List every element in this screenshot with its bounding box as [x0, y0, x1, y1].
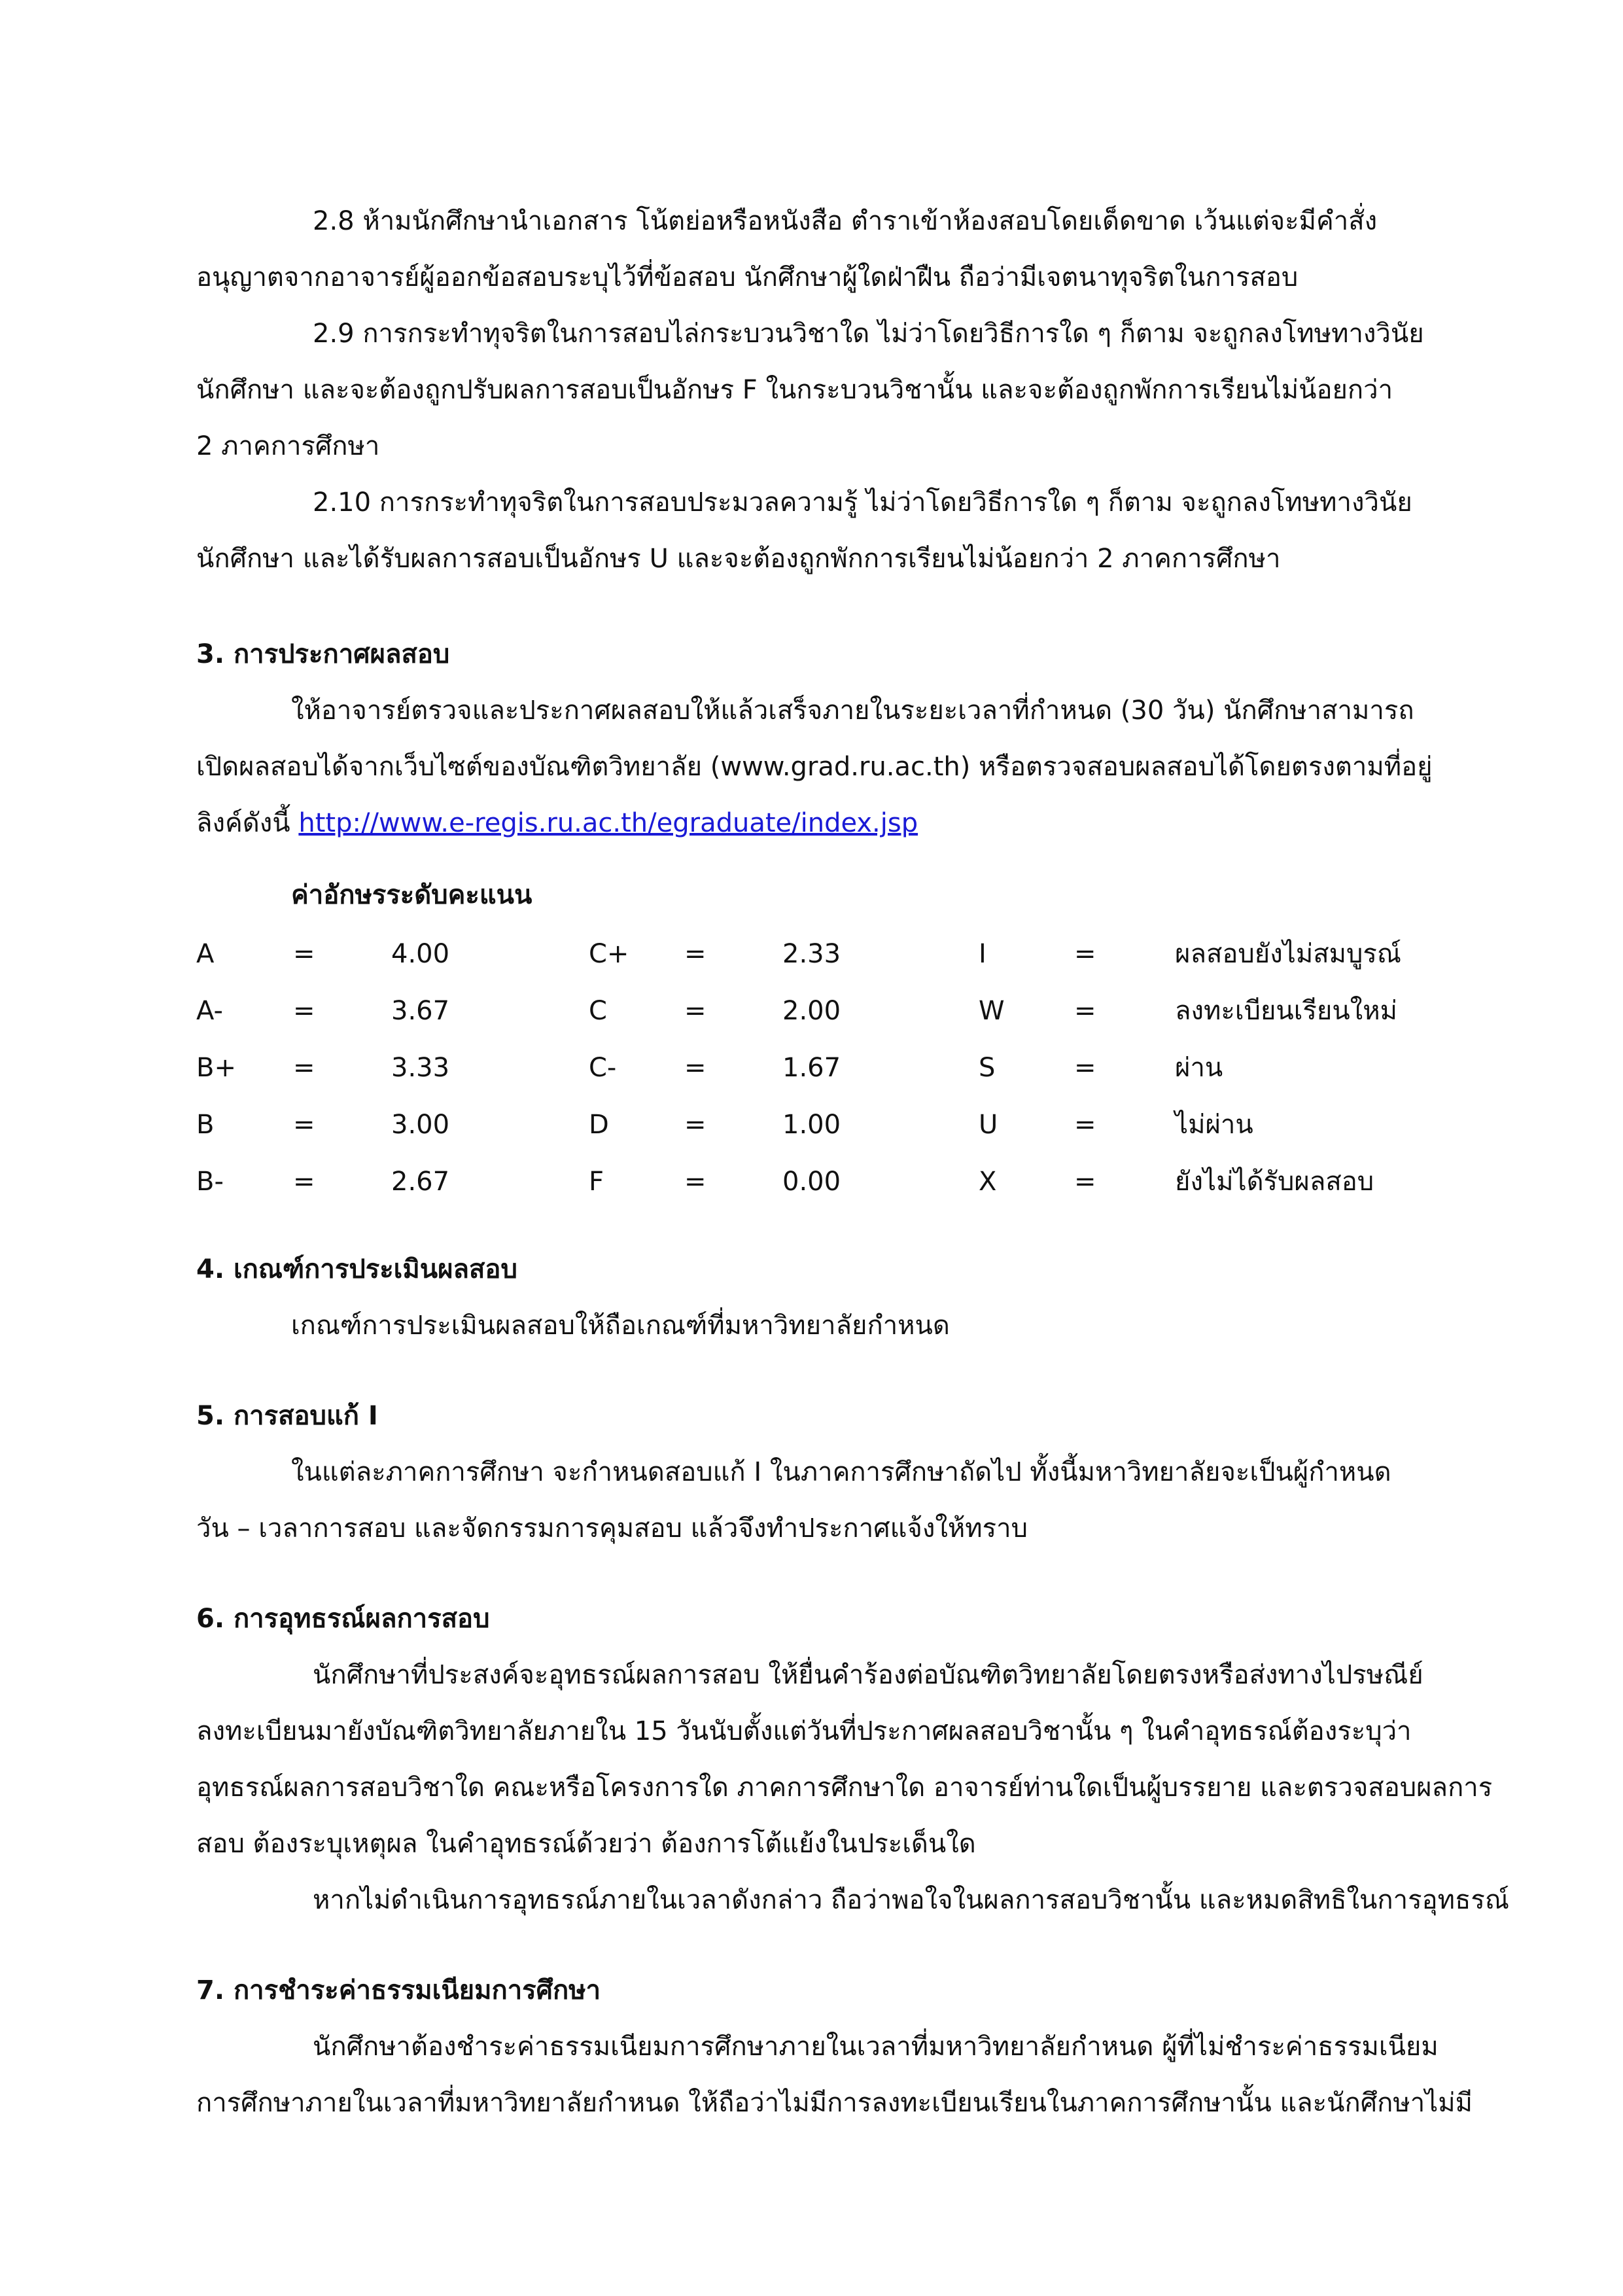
- grade-letter: D: [589, 1110, 609, 1140]
- section-3-line-2: เปิดผลสอบได้จากเว็บไซต์ของบัณฑิตวิทยาลัย (www.grad.ru.ac.th) หรือตรวจสอบผลสอบได้โดยตรงตามที่อยู่: [196, 752, 1433, 782]
- grade-letter: X: [979, 1167, 997, 1197]
- grade-value: ลงทะเบียนเรียนใหม่: [1175, 996, 1397, 1026]
- grade-letter: S: [979, 1053, 996, 1083]
- egraduate-link[interactable]: http://www.e-regis.ru.ac.th/egraduate/index.jsp: [298, 808, 918, 838]
- rule-2-9-line-3: 2 ภาคการศึกษา: [196, 431, 380, 461]
- grade-letter: C: [589, 996, 607, 1026]
- section-7-heading: 7. การชำระค่าธรรมเนียมการศึกษา: [196, 1975, 601, 2005]
- grade-equals-sign: =: [684, 1167, 707, 1197]
- grade-equals-sign: =: [1074, 939, 1096, 969]
- grade-letter: U: [979, 1110, 998, 1140]
- grade-letter: A: [196, 939, 215, 969]
- section-6-heading: 6. การอุทธรณ์ผลการสอบ: [196, 1604, 490, 1634]
- rule-2-8-line-2: อนุญาตจากอาจารย์ผู้ออกข้อสอบระบุไว้ที่ข้อสอบ นักศึกษาผู้ใดฝ่าฝืน ถือว่ามีเจตนาทุจริตในการสอบ: [196, 262, 1299, 292]
- rule-2-10-line-2: นักศึกษา และได้รับผลการสอบเป็นอักษร U และจะต้องถูกพักการเรียนไม่น้อยกว่า 2 ภาคการศึกษา: [196, 544, 1281, 574]
- grade-letter: I: [979, 939, 986, 969]
- grade-letter: C-: [589, 1053, 617, 1083]
- grade-value: 2.67: [391, 1167, 450, 1197]
- rule-2-9-line-2: นักศึกษา และจะต้องถูกปรับผลการสอบเป็นอักษร F ในกระบวนวิชานั้น และจะต้องถูกพักการเรียนไม่น้อยกว่า: [196, 375, 1393, 405]
- rule-2-9-line-1: 2.9 การกระทำทุจริตในการสอบไล่กระบวนวิชาใด ไม่ว่าโดยวิธีการใด ๆ ก็ตาม จะถูกลงโทษทางวินัย: [313, 319, 1424, 349]
- grade-equals-sign: =: [293, 1053, 315, 1083]
- section-3-line-3: [196, 804, 918, 843]
- grade-value: 0.00: [782, 1167, 841, 1197]
- grade-value: 1.00: [782, 1110, 841, 1140]
- grade-equals-sign: =: [1074, 1110, 1096, 1140]
- grade-equals-sign: =: [1074, 1167, 1096, 1197]
- grade-letter: C+: [589, 939, 629, 969]
- grade-equals-sign: =: [293, 939, 315, 969]
- grade-equals-sign: =: [684, 1110, 707, 1140]
- section-6-line-1: นักศึกษาที่ประสงค์จะอุทธรณ์ผลการสอบ ให้ยื่นคำร้องต่อบัณฑิตวิทยาลัยโดยตรงหรือส่งทางไปรษณีย์: [313, 1660, 1423, 1690]
- grade-value: 1.67: [782, 1053, 841, 1083]
- rule-2-10-line-1: 2.10 การกระทำทุจริตในการสอบประมวลความรู้ ไม่ว่าโดยวิธีการใด ๆ ก็ตาม จะถูกลงโทษทางวินัย: [313, 487, 1412, 518]
- grade-value: 2.33: [782, 939, 841, 969]
- section-6-line-2: ลงทะเบียนมายังบัณฑิตวิทยาลัยภายใน 15 วันนับตั้งแต่วันที่ประกาศผลสอบวิชานั้น ๆ ในคำอุทธรณ์ต้องระบุว่า: [196, 1716, 1412, 1746]
- section-4-line-1: เกณฑ์การประเมินผลสอบให้ถือเกณฑ์ที่มหาวิทยาลัยกำหนด: [291, 1311, 950, 1341]
- section-7-line-2: การศึกษาภายในเวลาที่มหาวิทยาลัยกำหนด ให้ถือว่าไม่มีการลงทะเบียนเรียนในภาคการศึกษานั้น และนักศึกษาไม่มี: [196, 2088, 1473, 2118]
- grade-equals-sign: =: [1074, 996, 1096, 1026]
- grade-equals-sign: =: [293, 1167, 315, 1197]
- grade-value: 3.33: [391, 1053, 450, 1083]
- section-3-line-1: ให้อาจารย์ตรวจและประกาศผลสอบให้แล้วเสร็จภายในระยะเวลาที่กำหนด (30 วัน) นักศึกษาสามารถ: [291, 696, 1414, 726]
- grade-value: ผลสอบยังไม่สมบูรณ์: [1175, 939, 1401, 969]
- rule-2-8-line-1: 2.8 ห้ามนักศึกษานำเอกสาร โน้ตย่อหรือหนังสือ ตำราเข้าห้องสอบโดยเด็ดขาด เว้นแต่จะมีคำสั่ง: [313, 206, 1378, 236]
- grade-value: ผ่าน: [1175, 1053, 1223, 1083]
- section-5-line-2: วัน – เวลาการสอบ และจัดกรรมการคุมสอบ แล้วจึงทำประกาศแจ้งให้ทราบ: [196, 1513, 1028, 1544]
- grade-value: 3.00: [391, 1110, 450, 1140]
- grade-letter: F: [589, 1167, 604, 1197]
- grade-value: ไม่ผ่าน: [1175, 1110, 1253, 1140]
- grade-equals-sign: =: [293, 1110, 315, 1140]
- section-3-heading: 3. การประกาศผลสอบ: [196, 639, 450, 669]
- section-6-line-4: สอบ ต้องระบุเหตุผล ในคำอุทธรณ์ด้วยว่า ต้องการโต้แย้งในประเด็นใด: [196, 1829, 976, 1859]
- section-6-line-5: หากไม่ดำเนินการอุทธรณ์ภายในเวลาดังกล่าว ถือว่าพอใจในผลการสอบวิชานั้น และหมดสิทธิในการอุทธรณ์: [313, 1885, 1509, 1915]
- grade-letter: B-: [196, 1167, 224, 1197]
- grade-value: 2.00: [782, 996, 841, 1026]
- grade-table-title: ค่าอักษรระดับคะแนน: [291, 880, 532, 910]
- grade-letter: B+: [196, 1053, 236, 1083]
- grade-value: 4.00: [391, 939, 450, 969]
- grade-letter: B: [196, 1110, 215, 1140]
- grade-equals-sign: =: [1074, 1053, 1096, 1083]
- grade-value: ยังไม่ได้รับผลสอบ: [1175, 1167, 1374, 1197]
- section-5-heading: 5. การสอบแก้ I: [196, 1401, 378, 1431]
- section-5-line-1: ในแต่ละภาคการศึกษา จะกำหนดสอบแก้ I ในภาคการศึกษาถัดไป ทั้งนี้มหาวิทยาลัยจะเป็นผู้กำหนด: [291, 1457, 1391, 1487]
- grade-equals-sign: =: [684, 996, 707, 1026]
- grade-equals-sign: =: [684, 939, 707, 969]
- grade-equals-sign: =: [293, 996, 315, 1026]
- section-6-line-3: อุทธรณ์ผลการสอบวิชาใด คณะหรือโครงการใด ภาคการศึกษาใด อาจารย์ท่านใดเป็นผู้บรรยาย และตรวจสอบผลการ: [196, 1773, 1493, 1803]
- grade-letter: W: [979, 996, 1005, 1026]
- grade-value: 3.67: [391, 996, 450, 1026]
- section-7-line-1: นักศึกษาต้องชำระค่าธรรมเนียมการศึกษาภายในเวลาที่มหาวิทยาลัยกำหนด ผู้ที่ไม่ชำระค่าธรรมเนียม: [313, 2032, 1439, 2062]
- grade-letter: A-: [196, 996, 223, 1026]
- section-4-heading: 4. เกณฑ์การประเมินผลสอบ: [196, 1254, 517, 1284]
- grade-equals-sign: =: [684, 1053, 707, 1083]
- section-3-link-prefix: ลิงค์ดังนี้: [196, 808, 299, 838]
